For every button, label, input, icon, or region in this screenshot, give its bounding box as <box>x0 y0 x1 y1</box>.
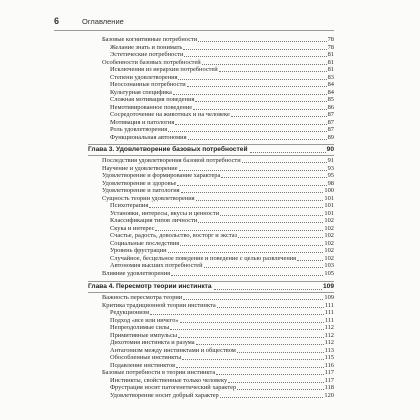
toc-entry <box>96 332 334 340</box>
entry-title: Немотивированное поведение <box>110 103 193 111</box>
entry-title: Критика традиционной теории инстинкта <box>102 301 216 309</box>
toc-entry <box>96 247 334 255</box>
leader-dots <box>220 397 324 398</box>
leader-dots <box>220 215 323 216</box>
toc-entry <box>96 202 334 210</box>
entry-title: Базовые потребности в теории инстинкта <box>102 369 216 376</box>
chapter-divider-bottom <box>88 292 334 293</box>
toc-entry <box>96 309 334 317</box>
toc-section-chapter2-end <box>96 36 334 141</box>
entry-page: 101 <box>324 194 334 202</box>
leader-dots <box>237 352 324 353</box>
toc-entry <box>96 339 334 347</box>
leader-dots <box>198 222 323 223</box>
entry-title: Культурная специфика <box>110 88 172 96</box>
entry-title: Установки, интересы, вкусы и ценности <box>110 209 220 217</box>
leader-dots <box>149 207 323 208</box>
leader-dots <box>196 200 324 201</box>
toc-entry <box>96 392 334 400</box>
entry-page: 116 <box>324 361 334 369</box>
entry-page: 101 <box>324 209 334 217</box>
entry-title: Инстинкты, свойственные только человеку <box>110 376 228 384</box>
toc-entry <box>96 104 334 112</box>
toc-entry <box>96 362 334 370</box>
entry-page: 109 <box>324 294 334 301</box>
entry-page: 101 <box>324 202 334 209</box>
toc-entry <box>96 81 334 89</box>
entry-page: 95 <box>327 172 334 179</box>
toc-entry <box>96 44 334 52</box>
entry-title: Подавление инстинктов <box>110 361 176 369</box>
leader-dots <box>202 64 327 65</box>
leader-dots <box>228 382 323 383</box>
chapter-title: Глава 4. Пересмотр теории инстинкта <box>88 283 212 290</box>
toc-entry <box>96 255 334 263</box>
entry-title: Базовые когнитивные потребности <box>102 36 198 43</box>
entry-title: Эстетические потребности <box>110 51 184 58</box>
entry-page: 84 <box>327 81 334 88</box>
entry-page: 83 <box>327 73 334 81</box>
entry-page: 78 <box>327 36 334 43</box>
entry-page: 118 <box>324 384 334 391</box>
entry-title: Степени удовлетворения <box>110 73 178 81</box>
entry-title: Исключения из иерархии потребностей <box>110 66 218 73</box>
toc-entry <box>96 262 334 270</box>
toc-entry <box>96 51 334 59</box>
entry-page: 81 <box>327 58 334 66</box>
leader-dots <box>195 101 326 102</box>
leader-dots <box>182 359 323 360</box>
leader-dots <box>196 344 324 345</box>
leader-dots <box>180 245 323 246</box>
page-number: 6 <box>54 16 60 26</box>
toc-section-chapter4 <box>96 294 334 399</box>
entry-title: Дихотомия инстинкта и разума <box>110 339 195 346</box>
leader-dots <box>177 185 326 186</box>
toc-entry <box>96 354 334 362</box>
toc-entry <box>96 36 334 44</box>
entry-title: Удовлетворение и формирование характера <box>102 172 221 179</box>
toc-entry <box>96 384 334 392</box>
page-header <box>54 16 364 30</box>
entry-page: 111 <box>324 309 334 316</box>
leader-dots <box>180 322 324 323</box>
entry-page: 117 <box>324 369 334 376</box>
leader-dots <box>216 374 323 375</box>
toc-entry <box>96 217 334 225</box>
toc-entry <box>96 157 334 165</box>
entry-page: 91 <box>327 157 334 164</box>
entry-title: Важность пересмотра теории <box>102 294 183 301</box>
entry-title: Научение и удовлетворение <box>102 164 178 172</box>
leader-dots <box>181 192 324 193</box>
running-title: Оглавление <box>82 17 124 26</box>
entry-page: 111 <box>324 301 334 309</box>
chapter-page: 109 <box>322 283 334 290</box>
leader-dots <box>168 131 326 132</box>
leader-dots <box>204 267 324 268</box>
entry-title: Функциональная автономия <box>110 133 187 141</box>
toc-entry <box>96 240 334 248</box>
toc-entry <box>96 302 334 310</box>
entry-page: 115 <box>324 354 334 361</box>
entry-title: Случайное, бесцельное поведение и поведение с целью развлечения <box>110 254 297 262</box>
leader-dots <box>170 329 323 330</box>
entry-title: Желание знать и понимать <box>110 43 183 51</box>
leader-dots <box>175 124 326 125</box>
entry-page: 81 <box>327 51 334 58</box>
toc-entry <box>96 96 334 104</box>
toc-entry <box>96 126 334 134</box>
toc-entry <box>96 59 334 67</box>
entry-title: Социальные последствия <box>110 239 180 247</box>
leader-dots <box>214 289 322 290</box>
leader-dots <box>237 389 323 390</box>
entry-page: 87 <box>327 118 334 126</box>
chapter-title: Глава 3. Удовлетворение базовых потребностей <box>88 146 248 153</box>
entry-page: 102 <box>324 247 334 254</box>
entry-title: Психотерапия <box>110 202 149 209</box>
toc-entry <box>96 195 334 203</box>
entry-title: Редукционизм <box>110 309 150 316</box>
entry-page: 117 <box>324 376 334 384</box>
entry-page: 111 <box>324 316 334 324</box>
entry-page: 120 <box>324 391 334 399</box>
entry-page: 87 <box>327 111 334 118</box>
entry-title: Последствия удовлетворения базовой потребности <box>102 157 241 164</box>
entry-page: 112 <box>324 324 334 331</box>
toc-entry <box>96 317 334 325</box>
toc-entry <box>96 232 334 240</box>
entry-page: 93 <box>327 164 334 172</box>
entry-title: Роль удовлетворения <box>110 126 168 133</box>
leader-dots <box>183 299 323 300</box>
header-divider <box>54 30 334 31</box>
entry-title: Счастье, радость, довольство, восторг и экстаз <box>110 232 238 239</box>
leader-dots <box>178 79 326 80</box>
entry-title: Неосознанные потребности <box>110 81 186 88</box>
entry-title: Сущность теории удовлетворения <box>102 194 195 202</box>
entry-page: 86 <box>327 103 334 111</box>
entry-page: 87 <box>327 126 334 133</box>
entry-title: Влияние удовлетворения <box>102 269 171 277</box>
entry-title: Особенности базовых потребностей <box>102 58 201 66</box>
entry-title: Мотивация и патология <box>110 118 175 126</box>
leader-dots <box>297 260 323 261</box>
toc-entry <box>96 172 334 180</box>
entry-page: 113 <box>324 346 334 354</box>
entry-page: 102 <box>324 224 334 232</box>
toc-entry <box>96 187 334 195</box>
leader-dots <box>217 307 324 308</box>
leader-dots <box>155 230 323 231</box>
toc-entry <box>96 324 334 332</box>
entry-page: 98 <box>327 179 334 187</box>
entry-page: 102 <box>324 232 334 239</box>
leader-dots <box>173 94 327 95</box>
leader-dots <box>221 177 326 178</box>
entry-page: 105 <box>324 269 334 277</box>
toc-entry <box>96 89 334 97</box>
entry-title: Автономия высших потребностей <box>110 262 203 269</box>
entry-title: Сложная мотивация поведения <box>110 96 195 103</box>
toc-entry <box>96 294 334 302</box>
chapter-heading <box>88 145 334 155</box>
entry-title: Фрустрация носит патогенетический характер <box>110 384 237 391</box>
toc-entry <box>96 270 334 278</box>
entry-page: 89 <box>327 133 334 141</box>
entry-title: Непреодолимые силы <box>110 324 170 331</box>
leader-dots <box>250 152 326 153</box>
leader-dots <box>242 162 327 163</box>
leader-dots <box>193 109 327 110</box>
leader-dots <box>171 275 323 276</box>
leader-dots <box>198 41 326 42</box>
leader-dots <box>188 139 327 140</box>
toc-entry <box>96 225 334 233</box>
toc-entry <box>96 369 334 377</box>
entry-title: Классификация типов личности <box>110 217 198 224</box>
chapter-page: 90 <box>326 146 334 153</box>
leader-dots <box>238 237 323 238</box>
entry-title: Подход «все или ничего» <box>110 316 179 324</box>
leader-dots <box>168 252 324 253</box>
entry-title: Удовлетворение носит добрый характер <box>110 391 219 399</box>
leader-dots <box>184 56 326 57</box>
leader-dots <box>176 367 323 368</box>
entry-page: 103 <box>324 262 334 269</box>
toc-entry <box>96 377 334 385</box>
toc-entry <box>96 165 334 173</box>
entry-page: 112 <box>324 339 334 346</box>
toc-entry <box>96 66 334 74</box>
entry-page: 78 <box>327 43 334 51</box>
entry-title: Сосредоточение на животных и на человеке <box>110 111 230 118</box>
entry-title: Удовлетворение и здоровье <box>102 179 177 187</box>
toc-section-chapter3 <box>96 157 334 277</box>
toc-entry <box>96 347 334 355</box>
toc-entry <box>96 134 334 142</box>
entry-title: Скука и интерес <box>110 224 155 232</box>
leader-dots <box>183 49 326 50</box>
entry-title: Удовлетворение и патология <box>102 187 180 194</box>
toc-entry <box>96 180 334 188</box>
leader-dots <box>179 170 327 171</box>
leader-dots <box>219 71 327 72</box>
entry-page: 100 <box>324 187 334 194</box>
entry-page: 112 <box>324 331 334 339</box>
leader-dots <box>150 314 324 315</box>
leader-dots <box>187 86 327 87</box>
chapter-3-entry <box>88 144 334 156</box>
leader-dots <box>178 337 324 338</box>
entry-page: 85 <box>327 96 334 103</box>
toc-entry <box>96 111 334 119</box>
entry-title: Уровень фрустрации <box>110 247 167 254</box>
chapter-divider-bottom <box>88 155 334 156</box>
entry-page: 84 <box>327 88 334 96</box>
chapter-heading <box>88 282 334 292</box>
chapter-4-entry <box>88 281 334 293</box>
toc-entry <box>96 119 334 127</box>
entry-page: 81 <box>327 66 334 73</box>
entry-title: Примитивные импульсы <box>110 331 178 339</box>
entry-page: 102 <box>324 254 334 262</box>
entry-title: Антагонизм между инстинктами и обществом <box>110 346 236 354</box>
toc-entry <box>96 210 334 218</box>
entry-page: 102 <box>324 239 334 247</box>
toc-entry <box>96 74 334 82</box>
entry-title: Обособленные инстинкты <box>110 354 182 361</box>
entry-page: 102 <box>324 217 334 224</box>
leader-dots <box>231 116 327 117</box>
